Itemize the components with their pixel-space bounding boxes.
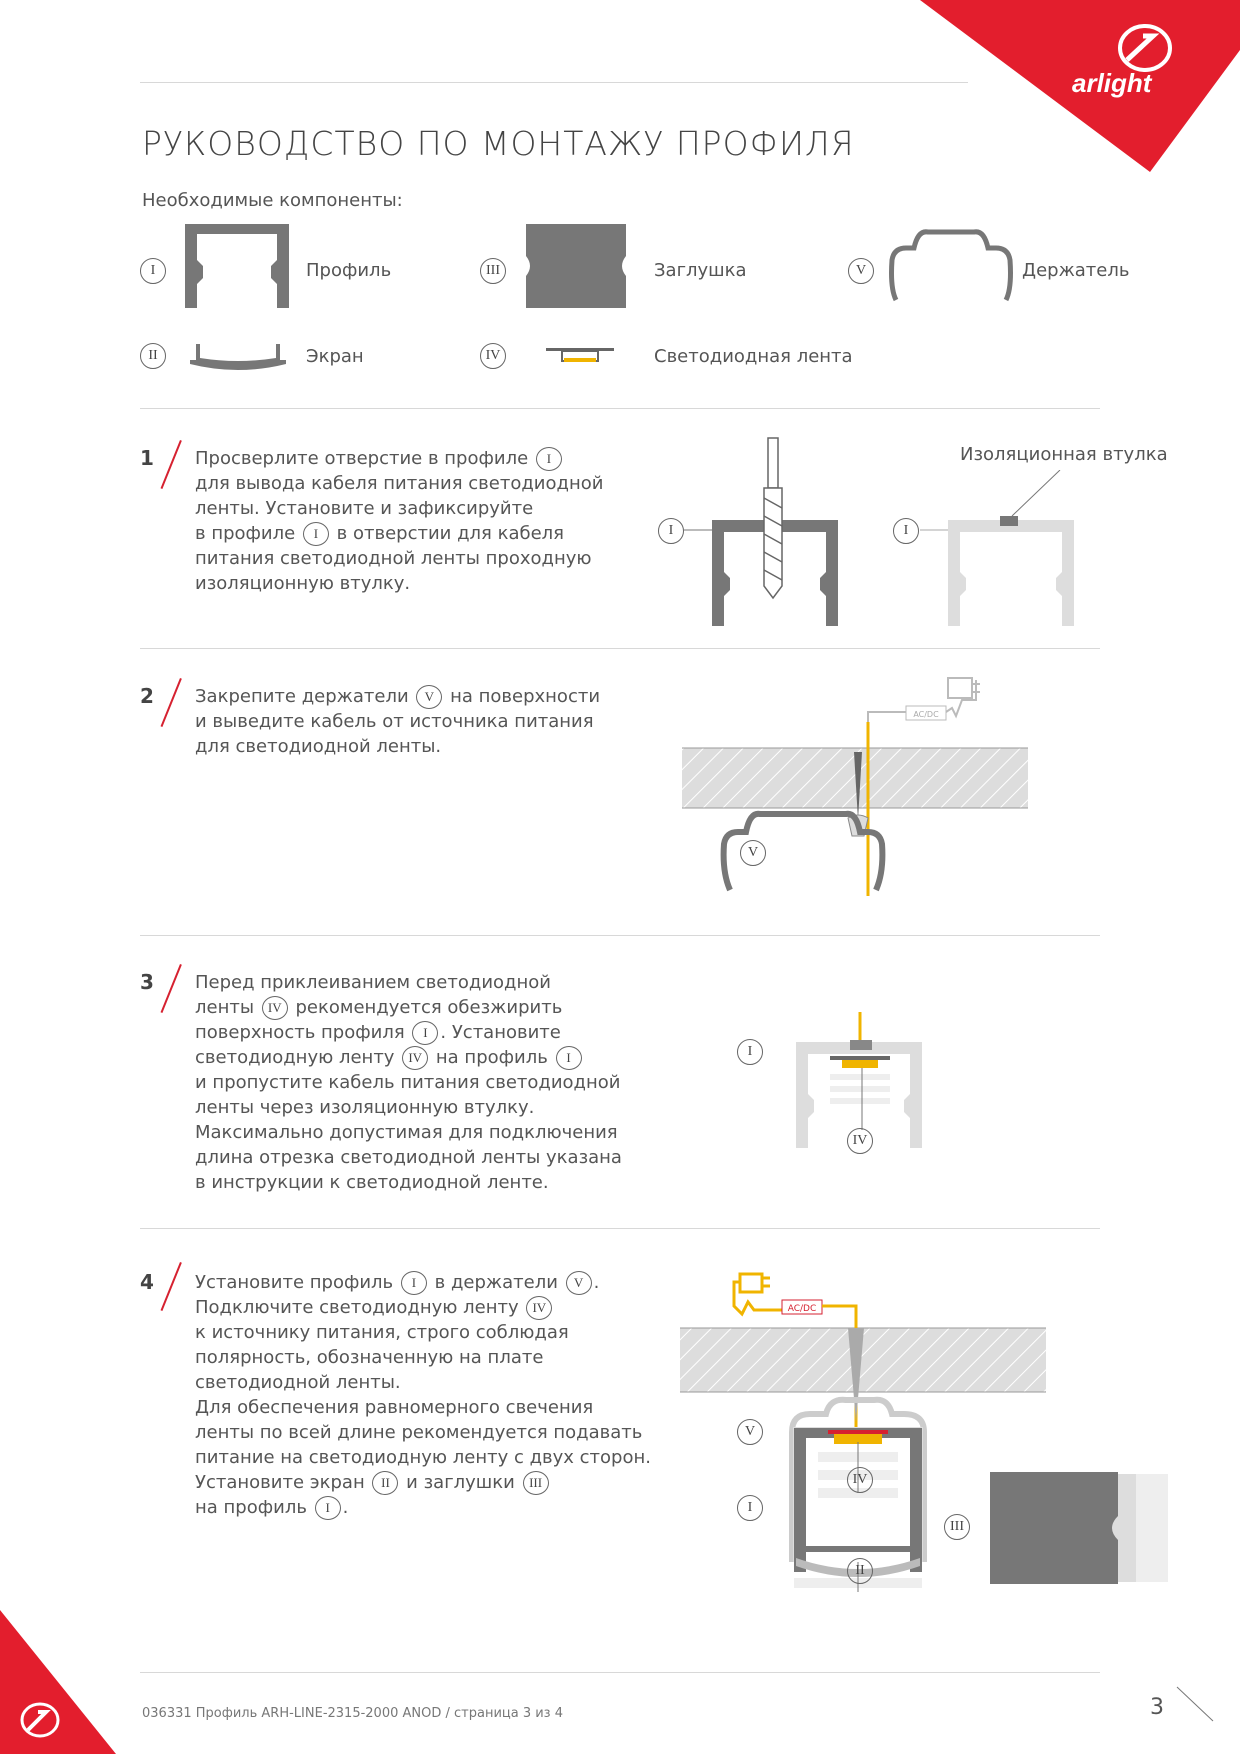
step-number: 3 <box>140 970 154 994</box>
text-fragment: полярность, обозначенную на плате <box>195 1347 544 1368</box>
step-text-line <box>195 1095 622 1120</box>
holder-icon <box>888 226 1014 306</box>
text-fragment: и пропустите кабель питания светодиодной <box>195 1072 621 1093</box>
end-cap-icon <box>988 1470 1170 1586</box>
footer-text: 036331 Профиль ARH-LINE-2315-2000 ANOD / страница 3 из 4 <box>142 1706 564 1721</box>
numeral-badge: I <box>536 447 562 471</box>
step-slash <box>161 1262 182 1311</box>
step-2-text <box>195 684 600 759</box>
text-fragment: на профиль <box>195 1497 313 1518</box>
step-slash <box>161 678 182 727</box>
step-text-line <box>195 1470 651 1495</box>
numeral-badge: I <box>315 1496 341 1520</box>
corner-banner-bottom <box>0 1610 120 1754</box>
step-text-line <box>195 1495 651 1520</box>
text-fragment: к источнику питания, строго соблюдая <box>195 1322 569 1343</box>
numeral-badge: III <box>523 1471 549 1495</box>
profile-icon <box>183 222 291 310</box>
step-number: 1 <box>140 446 154 470</box>
text-fragment: Максимально допустимая для подключения <box>195 1122 618 1143</box>
section-divider <box>140 1228 1100 1229</box>
led-strip-icon <box>544 346 616 368</box>
step-text-line <box>195 970 622 995</box>
text-fragment: в инструкции к светодиодной ленте. <box>195 1172 549 1193</box>
step-text-line <box>195 1370 651 1395</box>
step-1-text <box>195 446 603 596</box>
step-text-line <box>195 734 600 759</box>
section-divider <box>140 408 1100 409</box>
numeral-badge: II <box>140 343 166 369</box>
numeral-badge: III <box>944 1514 970 1540</box>
step-text-line <box>195 1120 622 1145</box>
footer-divider <box>140 1672 1100 1673</box>
numeral-badge: IV <box>480 343 506 369</box>
numeral-badge: III <box>480 258 506 284</box>
step-1-sleeve-illustration <box>920 470 1080 630</box>
plug-icon <box>946 678 980 716</box>
numeral-badge: IV <box>526 1296 552 1320</box>
step-text-line <box>195 1295 651 1320</box>
text-fragment: рекомендуется обезжирить <box>289 997 563 1018</box>
numeral-badge: I <box>737 1039 763 1065</box>
step-text-line <box>195 496 603 521</box>
text-fragment: в профиле <box>195 523 301 544</box>
text-fragment: в держатели <box>428 1272 564 1293</box>
component-label: Профиль <box>306 260 392 281</box>
step-text-line <box>195 1270 651 1295</box>
step-2-mount-illustration <box>680 672 1030 902</box>
numeral-badge: II <box>372 1471 398 1495</box>
text-fragment: на поверхности <box>444 686 601 707</box>
text-fragment: Установите экран <box>195 1472 371 1493</box>
step-1-drill-illustration <box>684 436 844 626</box>
end-cap-icon <box>524 222 628 310</box>
step-slash <box>161 964 182 1013</box>
step-text-line <box>195 1070 622 1095</box>
numeral-badge: I <box>412 1021 438 1045</box>
text-fragment: . <box>593 1272 600 1293</box>
text-fragment: светодиодной ленты. <box>195 1372 401 1393</box>
numeral-badge: V <box>416 685 442 709</box>
step-text-line <box>195 1420 651 1445</box>
text-fragment: Просверлите отверстие в профиле <box>195 448 534 469</box>
text-fragment: поверхность профиля <box>195 1022 411 1043</box>
step-text-line <box>195 1170 622 1195</box>
step-text-line <box>195 1345 651 1370</box>
step-text-line <box>195 571 603 596</box>
section-divider <box>140 935 1100 936</box>
text-fragment: на профиль <box>430 1047 554 1068</box>
plug-icon <box>734 1274 782 1314</box>
text-fragment: ленты. Установите и зафиксируйте <box>195 498 534 519</box>
text-fragment: . <box>342 1497 349 1518</box>
numeral-badge: I <box>658 518 684 544</box>
component-label: Светодиодная лента <box>654 346 853 367</box>
text-fragment: ленты по всей длине рекомендуется подавать <box>195 1422 643 1443</box>
step-text-line <box>195 546 603 571</box>
step-number: 4 <box>140 1270 154 1294</box>
page-title: РУКОВОДСТВО ПО МОНТАЖУ ПРОФИЛЯ <box>142 124 855 163</box>
text-fragment: ленты <box>195 997 260 1018</box>
text-fragment: Подключите светодиодную ленту <box>195 1297 525 1318</box>
step-text-line <box>195 521 603 546</box>
step-4-text <box>195 1270 651 1520</box>
drill-icon <box>764 438 782 598</box>
numeral-badge: I <box>737 1495 763 1521</box>
brand-logo-text: arlight <box>1072 68 1152 98</box>
screen-icon <box>188 340 288 376</box>
text-fragment: Для обеспечения равномерного свечения <box>195 1397 594 1418</box>
step-text-line <box>195 471 603 496</box>
text-fragment: и выведите кабель от источника питания <box>195 711 594 732</box>
numeral-badge: II <box>847 1558 873 1584</box>
step-text-line <box>195 1145 622 1170</box>
text-fragment: длина отрезка светодиодной ленты указана <box>195 1147 622 1168</box>
step-text-line <box>195 1445 651 1470</box>
numeral-badge: I <box>893 518 919 544</box>
numeral-badge: I <box>556 1046 582 1070</box>
numeral-badge: IV <box>262 996 288 1020</box>
psu-label: AC/DC <box>787 1304 817 1314</box>
text-fragment: Установите профиль <box>195 1272 399 1293</box>
text-fragment: для светодиодной ленты. <box>195 736 442 757</box>
numeral-badge: V <box>566 1271 592 1295</box>
numeral-badge: I <box>401 1271 427 1295</box>
component-label: Экран <box>306 346 364 367</box>
text-fragment: . Установите <box>440 1022 561 1043</box>
top-divider <box>140 82 968 83</box>
text-fragment: Перед приклеиванием светодиодной <box>195 972 551 993</box>
numeral-badge: I <box>140 258 166 284</box>
components-heading: Необходимые компоненты: <box>142 190 403 211</box>
text-fragment: питания светодиодной ленты проходную <box>195 548 592 569</box>
text-fragment: в отверстии для кабеля <box>330 523 565 544</box>
page-corner-slash <box>1175 1685 1215 1725</box>
step-text-line <box>195 1395 651 1420</box>
page-number: 3 <box>1150 1695 1164 1720</box>
step-text-line <box>195 446 603 471</box>
step-text-line <box>195 1020 622 1045</box>
text-fragment: для вывода кабеля питания светодиодной <box>195 473 604 494</box>
numeral-badge: IV <box>402 1046 428 1070</box>
step-text-line <box>195 684 600 709</box>
text-fragment: питание на светодиодную ленту с двух сторон. <box>195 1447 651 1468</box>
text-fragment: светодиодную ленту <box>195 1047 401 1068</box>
step-3-text <box>195 970 622 1195</box>
numeral-badge: IV <box>847 1128 873 1154</box>
psu-label: AC/DC <box>913 710 939 719</box>
step-text-line <box>195 1045 622 1070</box>
step-text-line <box>195 995 622 1020</box>
step-slash <box>161 440 182 489</box>
numeral-badge: V <box>740 840 766 866</box>
section-divider <box>140 648 1100 649</box>
numeral-badge: V <box>737 1419 763 1445</box>
text-fragment: изоляционную втулку. <box>195 573 411 594</box>
step-text-line <box>195 709 600 734</box>
step-text-line <box>195 1320 651 1345</box>
sleeve-annotation: Изоляционная втулка <box>960 444 1168 465</box>
numeral-badge: I <box>303 522 329 546</box>
component-label: Заглушка <box>654 260 747 281</box>
step-number: 2 <box>140 684 154 708</box>
text-fragment: и заглушки <box>400 1472 521 1493</box>
numeral-badge: IV <box>847 1467 873 1493</box>
component-label: Держатель <box>1022 260 1130 281</box>
numeral-badge: V <box>848 258 874 284</box>
text-fragment: Закрепите держатели <box>195 686 415 707</box>
text-fragment: ленты через изоляционную втулку. <box>195 1097 535 1118</box>
